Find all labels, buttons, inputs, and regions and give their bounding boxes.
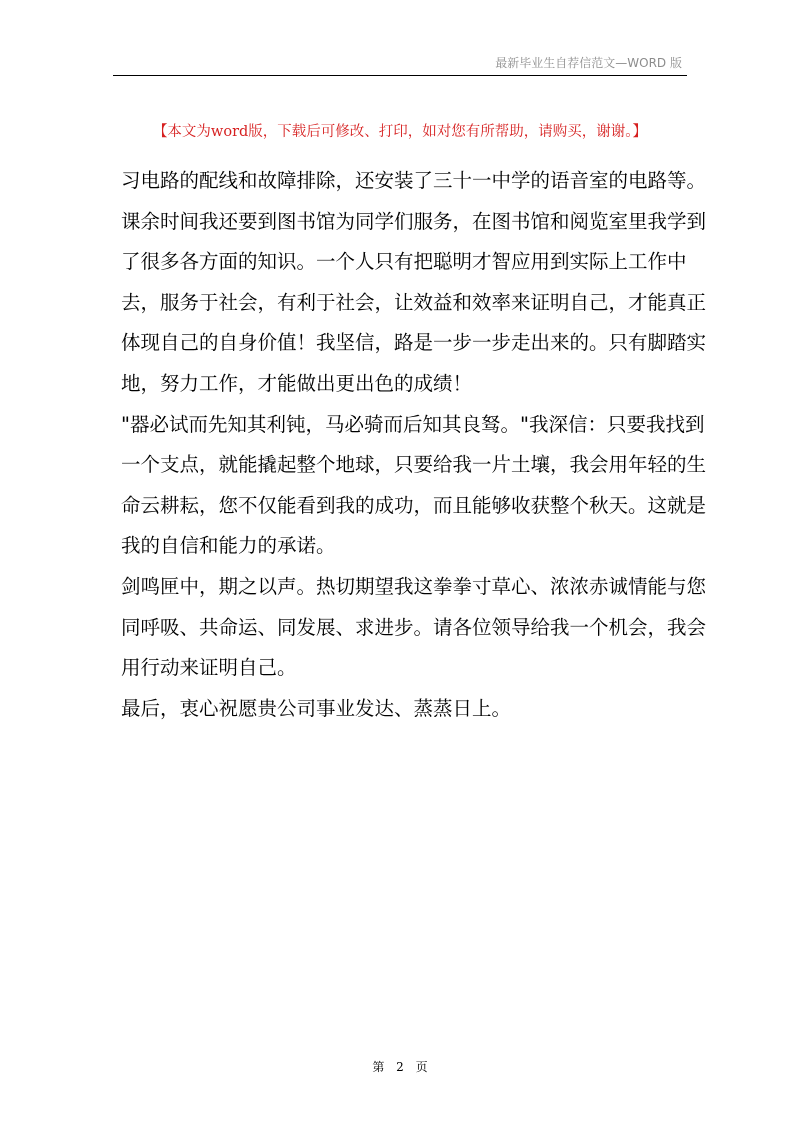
body-line: 习电路的配线和故障排除，还安装了三十一中学的语音室的电路等。 xyxy=(121,169,707,192)
body-line: 最后，衷心祝愿贵公司事业发达、蒸蒸日上。 xyxy=(121,696,512,720)
page-number: 2 xyxy=(396,1060,404,1074)
body-line: 用行动来证明自己。 xyxy=(121,656,297,680)
body-line: 我的自信和能力的承诺。 xyxy=(121,534,336,558)
body-line: 地，努力工作，才能做出更出色的成绩！ xyxy=(121,371,473,395)
page-number-suffix: 页 xyxy=(415,1060,428,1074)
body-line: 剑鸣匣中，期之以声。热切期望我这拳拳寸草心、浓浓赤诚情能与您 xyxy=(121,574,707,598)
body-line: 同呼吸、共命运、同发展、求进步。请各位领导给我一个机会，我会 xyxy=(121,615,707,639)
page-number-prefix: 第 xyxy=(372,1060,385,1074)
body-line: 课余时间我还要到图书馆为同学们服务，在图书馆和阅览室里我学到 xyxy=(121,209,707,233)
download-notice: 【本文为word版，下载后可修改、打印，如对您有所帮助，请购买，谢谢。】 xyxy=(152,124,648,140)
body-line: 一个支点，就能撬起整个地球，只要给我一片土壤，我会用年轻的生 xyxy=(121,453,707,477)
body-line: "器必试而先知其利钝，马必骑而后知其良驽。"我深信：只要我找到 xyxy=(121,412,705,436)
body-line: 体现自己的自身价值！我坚信，路是一步一步走出来的。只有脚踏实 xyxy=(121,331,707,355)
body-line: 命云耕耘，您不仅能看到我的成功，而且能够收获整个秋天。这就是 xyxy=(121,493,707,517)
document-body xyxy=(121,161,707,729)
body-line: 了很多各方面的知识。一个人只有把聪明才智应用到实际上工作中 xyxy=(121,250,687,274)
page-footer xyxy=(0,1058,800,1075)
body-line: 去，服务于社会，有利于社会，让效益和效率来证明自己，才能真正 xyxy=(121,290,707,314)
document-header-title: 最新毕业生自荐信范文—WORD 版 xyxy=(495,56,682,70)
header-divider xyxy=(113,75,687,76)
